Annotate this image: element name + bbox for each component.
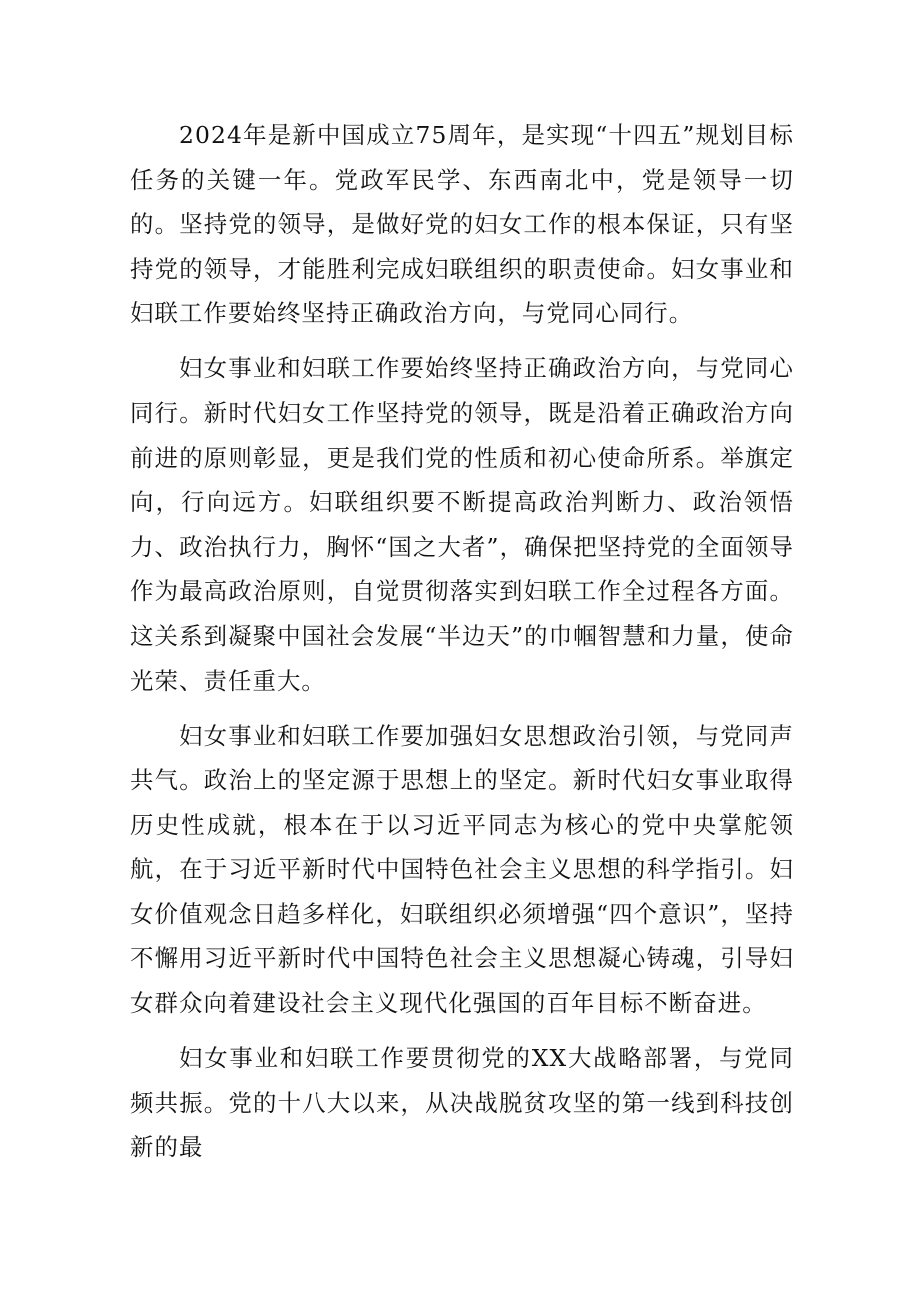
paragraph-2: 妇女事业和妇联工作要始终坚持正确政治方向，与党同心同行。新时代妇女工作坚持党的领导，既是沿着正确政治方向前进的原则彰显，更是我们党的性质和初心使命所系。举旗定向，行向远方。妇联组织要不断提高政治判断力、政治领悟力、政治执行力，胸怀“国之大者”，确保把坚持党的全面领导作为最高政治原则，自觉贯彻落实到妇联工作全过程各方面。这关系到凝聚中国社会发展“半边天”的巾帼智慧和力量，使命光荣、责任重大。 <box>130 354 794 695</box>
paragraph-3: 妇女事业和妇联工作要加强妇女思想政治引领，与党同声共气。政治上的坚定源于思想上的坚定。新时代妇女事业取得历史性成就，根本在于以习近平同志为核心的党中央掌舵领航，在于习近平新时代中国特色社会主义思想的科学指引。妇女价值观念日趋多样化，妇联组织必须增强“四个意识”，坚持不懈用习近平新时代中国特色社会主义思想凝心铸魂，引导妇女群众向着建设社会主义现代化强国的百年目标不断奋进。 <box>130 721 794 1018</box>
document-body <box>130 113 794 1180</box>
paragraph-1: 2024年是新中国成立75周年，是实现“十四五”规划目标任务的关键一年。党政军民学、东西南北中，党是领导一切的。坚持党的领导，是做好党的妇女工作的根本保证，只有坚持党的领导，才能胜利完成妇联组织的职责使命。妇女事业和妇联工作要始终坚持正确政治方向，与党同心同行。 <box>130 121 794 328</box>
paragraph-4: 妇女事业和妇联工作要贯彻党的XX大战略部署，与党同频共振。党的十八大以来，从决战脱贫攻坚的第一线到科技创新的最 <box>130 1044 794 1162</box>
